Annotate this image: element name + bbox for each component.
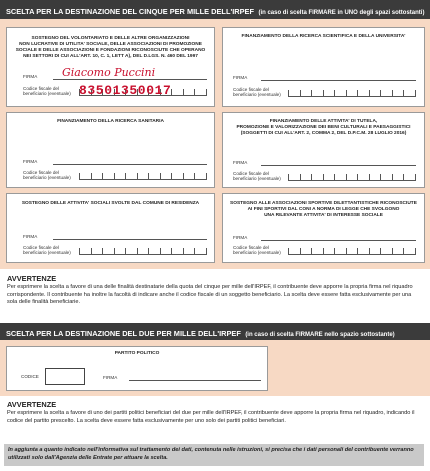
section1-header xyxy=(0,0,430,19)
codice-fiscale-cells[interactable] xyxy=(288,248,416,255)
section2-header xyxy=(0,323,430,340)
firma-line[interactable] xyxy=(261,240,416,241)
box-ricerca-sanitaria[interactable] xyxy=(6,112,215,188)
section2-subtitle: (in caso di scelta FIRMARE nello spazio sottostante) xyxy=(245,332,395,338)
warning2-title: AVVERTENZE xyxy=(7,400,57,409)
firma-label: FIRMA xyxy=(23,234,38,239)
codice-fiscale-cells[interactable] xyxy=(79,248,207,255)
firma-label: FIRMA xyxy=(233,235,248,240)
warning1-text: Per esprimere la scelta a favore di una delle finalità destinatarie della quota del cinque per mille dell'IRPEF, il contribuente deve apporre la propria firma nel riquadro corrispondente. Il contribuente ha inoltre la facoltà di indicare anche il codice fiscale di un soggetto beneficiario. La scelta deve essere fatta esclusivamente per una sola delle finalità beneficiarie. xyxy=(7,284,413,306)
codice-partito-input[interactable] xyxy=(45,368,85,385)
signature-text: Giacomo Puccini xyxy=(62,66,156,79)
firma-line[interactable] xyxy=(129,380,261,381)
section1-title: SCELTA PER LA DESTINAZIONE DEL CINQUE PER MILLE DELL'IRPEF xyxy=(6,7,254,16)
privacy-footer: In aggiunta a quanto indicato nell'informativa sul trattamento dei dati, contenuta nelle istruzioni, si precisa che i dati personali del contribuente verranno utilizzati solo dall'Agenzia delle Entrate per attuare la scelta. xyxy=(4,444,424,466)
codice-fiscale-label: Codice fiscale del beneficiario (eventuale) xyxy=(233,87,281,98)
box-title: FINANZIAMENTO DELLE ATTIVITA' DI TUTELA, PROMOZIONE E VALORIZZAZIONE DEI BENI CULTURALI E PAESAGGISTICI (SOGGETTI DI CUI ALL'ART. 2, COMMA 2, DEL D.P.C.M. 28 LUGLIO 2016) xyxy=(236,119,411,136)
codice-fiscale-label: Codice fiscale del beneficiario (eventuale) xyxy=(233,171,281,182)
codice-fiscale-label: Codice fiscale del beneficiario (eventuale) xyxy=(23,245,71,256)
warning1-title: AVVERTENZE xyxy=(7,274,57,283)
firma-label: FIRMA xyxy=(233,160,248,165)
firma-line[interactable] xyxy=(53,79,207,80)
codice-label: CODICE xyxy=(21,374,39,379)
box-title: SOSTEGNO DELLE ATTIVITA' SOCIALI SVOLTE DAL COMUNE DI RESIDENZA xyxy=(21,201,200,206)
box-beni-culturali[interactable] xyxy=(222,112,425,188)
section2-title: SCELTA PER LA DESTINAZIONE DEL DUE PER MILLE DELL'IRPEF xyxy=(6,329,241,338)
codice-fiscale-cells[interactable] xyxy=(79,173,207,180)
codice-fiscale-label: Codice fiscale del beneficiario (eventuale) xyxy=(23,86,71,97)
box-associazioni-sportive[interactable] xyxy=(222,193,425,263)
box-volontariato[interactable] xyxy=(6,27,215,107)
codice-fiscale-label: Codice fiscale del beneficiario (eventuale) xyxy=(233,245,281,256)
box-comune-residenza[interactable] xyxy=(6,193,215,263)
warning2-text: Per esprimere la scelta a favore di uno dei partiti politici beneficiari del due per mille dell'IRPEF, il contribuente deve apporre la propria firma nel riquadro, indicando il codice del partito prescelto. La scelta deve essere fatta esclusivamente per uno solo dei partiti politici beneficiari. xyxy=(7,410,415,424)
box-title: SOSTEGNO ALLE ASSOCIAZIONI SPORTIVE DILETTANTISTICHE RICONOSCIUTE AI FINI SPORTIVI DAL CONI A NORMA DI LEGGE CHE SVOLGONO UNA RILEVANTE ATTIVITA' DI INTERESSE SOCIALE xyxy=(230,201,417,218)
box-partito-politico[interactable] xyxy=(6,346,268,391)
firma-line[interactable] xyxy=(53,164,207,165)
codice-fiscale-cells[interactable] xyxy=(288,174,416,181)
firma-line[interactable] xyxy=(261,165,416,166)
firma-label: FIRMA xyxy=(103,375,118,380)
firma-line[interactable] xyxy=(261,80,416,81)
firma-label: FIRMA xyxy=(23,159,38,164)
partito-politico-title: PARTITO POLITICO xyxy=(114,351,160,356)
section1-subtitle: (in caso di scelta FIRMARE in UNO degli spazi sottostanti) xyxy=(258,10,425,16)
codice-fiscale-value: 83501350017 xyxy=(79,83,172,98)
box-title: FINANZIAMENTO DELLA RICERCA SANITARIA xyxy=(57,119,164,124)
firma-label: FIRMA xyxy=(233,75,248,80)
codice-fiscale-label: Codice fiscale del beneficiario (eventuale) xyxy=(23,170,71,181)
firma-line[interactable] xyxy=(53,239,207,240)
firma-label: FIRMA xyxy=(23,74,38,79)
box-ricerca-scientifica[interactable] xyxy=(222,27,425,107)
box-title: SOSTEGNO DEL VOLONTARIATO E DELLE ALTRE ORGANIZZAZIONI NON LUCRATIVE DI UTILITA' SOCIALE, DELLE ASSOCIAZIONI DI PROMOZIONE SOCIALE E DELLE ASSOCIAZIONI E FONDAZIONI RICONOSCIUTE CHE OPERANO NEI SETTORI DI CUI ALL'ART. 10, C. 1, LETT A), DEL D.LGS. N. 460 DEL 1997 xyxy=(15,36,206,59)
box-title: FINANZIAMENTO DELLA RICERCA SCIENTIFICA E DELLA UNIVERSITA' xyxy=(241,34,406,39)
codice-fiscale-cells[interactable] xyxy=(288,90,416,97)
